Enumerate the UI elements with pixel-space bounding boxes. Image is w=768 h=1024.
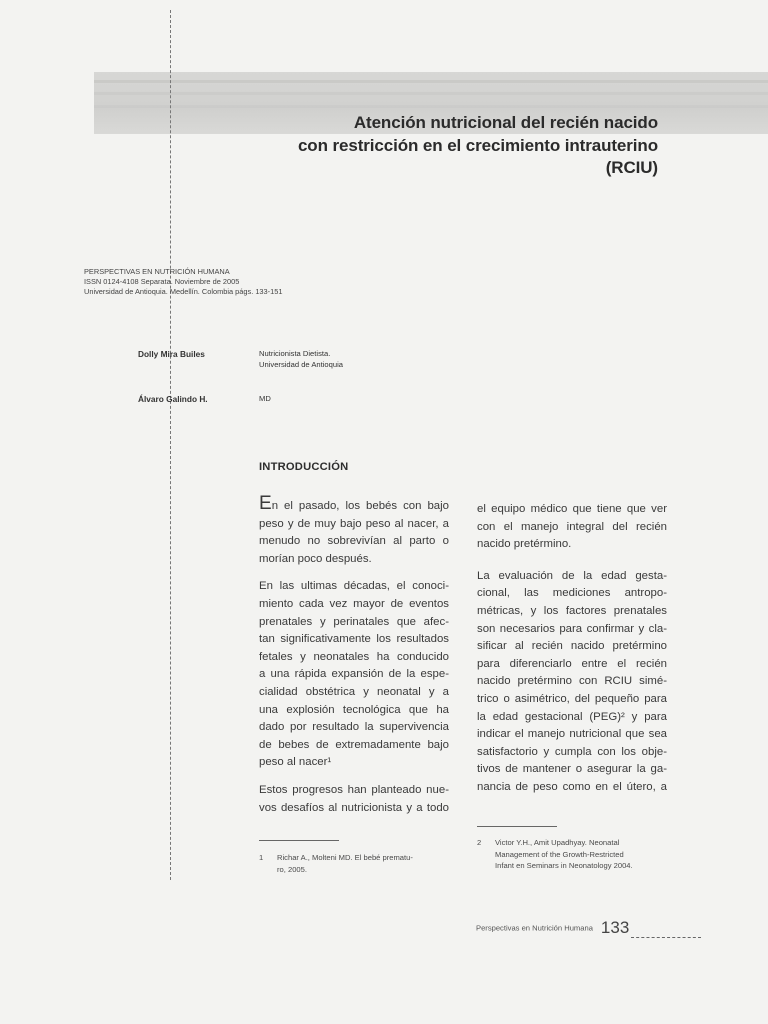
text-line: una explosión tecnológica que ha <box>259 703 449 716</box>
section-heading: INTRODUCCIÓN <box>259 461 349 473</box>
vertical-dashed-rule <box>170 10 171 880</box>
text-line: son necesarios para confirmar y cla- <box>477 622 667 635</box>
page-footer <box>476 918 701 938</box>
text-fragment: n el pasado, los bebés con bajo <box>271 500 449 512</box>
footnote-number: 1 <box>259 853 264 862</box>
text-line: La evaluación de la edad gesta- <box>477 569 667 582</box>
text-line: vos desafíos al nutricionista y a todo <box>259 801 449 814</box>
paragraph <box>477 501 667 554</box>
title-line-1: Atención nutricional del recién nacido <box>353 113 658 132</box>
footnote-line: Victor Y.H., Amit Upadhyay. Neonatal <box>495 838 620 847</box>
article-title <box>198 112 658 180</box>
text-line: Estos progresos han planteado nue- <box>259 783 449 796</box>
paragraph <box>259 493 449 568</box>
text-line: tivos de mantener o asegurar la ga- <box>477 763 667 776</box>
text-line: nacido pretérmino con RCIU simé- <box>477 675 667 688</box>
journal-publisher: Universidad de Antioquia. Medellín. Colombia págs. 133-151 <box>84 287 283 296</box>
drop-cap: E <box>259 493 272 514</box>
paragraph <box>477 568 667 797</box>
title-line-2: con restricción en el crecimiento intrauterino <box>297 135 658 155</box>
text-line: sificar al recién nacido pretérmino <box>477 640 667 653</box>
author-affiliation-line: MD <box>259 394 271 403</box>
text-line: tan significativamente los resultados <box>259 633 449 646</box>
right-column <box>477 501 667 807</box>
text-line: prenatales y perinatales que afec- <box>259 615 449 628</box>
footnote-rule <box>477 826 557 827</box>
text-line: nacido pretérmino. <box>477 538 572 551</box>
text-line: con el manejo integral del recién <box>477 520 667 533</box>
footer-dashed-rule <box>631 937 701 938</box>
journal-name: PERSPECTIVAS EN NUTRICIÓN HUMANA <box>84 267 230 276</box>
footer-journal-name: Perspectivas en Nutrición Humana <box>476 923 593 933</box>
author-name: Álvaro Galindo H. <box>138 394 208 404</box>
footnote-text <box>495 837 633 872</box>
page-number: 133 <box>600 918 630 937</box>
title-line-3: (RCIU) <box>605 158 658 177</box>
text-line: el equipo médico que tiene que ver <box>477 503 667 515</box>
text-line: a una rápida expansión de la espe- <box>259 668 449 681</box>
text-line: cialidad obstétrica y neonatal y a <box>259 685 449 698</box>
text-line: En las ultimas décadas, el conoci- <box>259 580 449 593</box>
text-line: dado por resultado la supervivencia <box>259 721 449 734</box>
text-line: nancia de peso como en el útero, a <box>477 780 667 793</box>
footnote-line: Richar A., Molteni MD. El bebé prematu- <box>277 853 413 862</box>
text-line: métricas, y los factores prenatales <box>477 604 667 617</box>
paragraph <box>259 578 449 772</box>
text-line: menudo no sobrevivían al parto o <box>259 535 449 548</box>
author-affiliation <box>259 349 343 370</box>
text-line: para diferenciarlo entre el recién <box>477 657 667 670</box>
text-line: de bebes de extremadamente bajo <box>259 738 449 751</box>
footnote-text <box>277 852 413 875</box>
text-line: trico o asimétrico, del pequeño para <box>477 692 667 705</box>
text-line: morían poco después. <box>259 552 372 565</box>
text-line: indicar el manejo nutricional que sea <box>477 728 667 741</box>
text-line <box>259 493 449 516</box>
footnote-line: ro, 2005. <box>277 864 307 874</box>
journal-issn: ISSN 0124-4108 Separata. Noviembre de 2005 <box>84 277 240 286</box>
author-affiliation <box>259 394 271 405</box>
footnote-rule <box>259 840 339 841</box>
author-affiliation-line: Nutricionista Dietista. <box>259 349 331 358</box>
text-line: miento cada vez mayor de eventos <box>259 597 449 610</box>
footnote-number: 2 <box>477 838 482 847</box>
left-column <box>259 493 449 827</box>
paragraph <box>259 782 449 817</box>
footnote-line: Infant en Seminars in Neonatology 2004. <box>495 861 633 871</box>
text-line: satisfactorio y cumpla con los obje- <box>477 745 667 758</box>
text-line: peso al nacer¹ <box>259 756 332 769</box>
text-line: fetales y neonatales ha conducido <box>259 650 449 663</box>
author-affiliation-line: Universidad de Antioquia <box>259 359 344 369</box>
text-line: cional, las mediciones antropo- <box>477 587 667 600</box>
journal-info <box>84 267 282 297</box>
author-name: Dolly Mira Builes <box>138 349 205 359</box>
text-line: la edad gestacional (PEG)² y para <box>477 710 667 723</box>
footnote-line: Management of the Growth-Restricted <box>495 849 624 859</box>
text-line: peso y de muy bajo peso al nacer, a <box>259 517 449 530</box>
